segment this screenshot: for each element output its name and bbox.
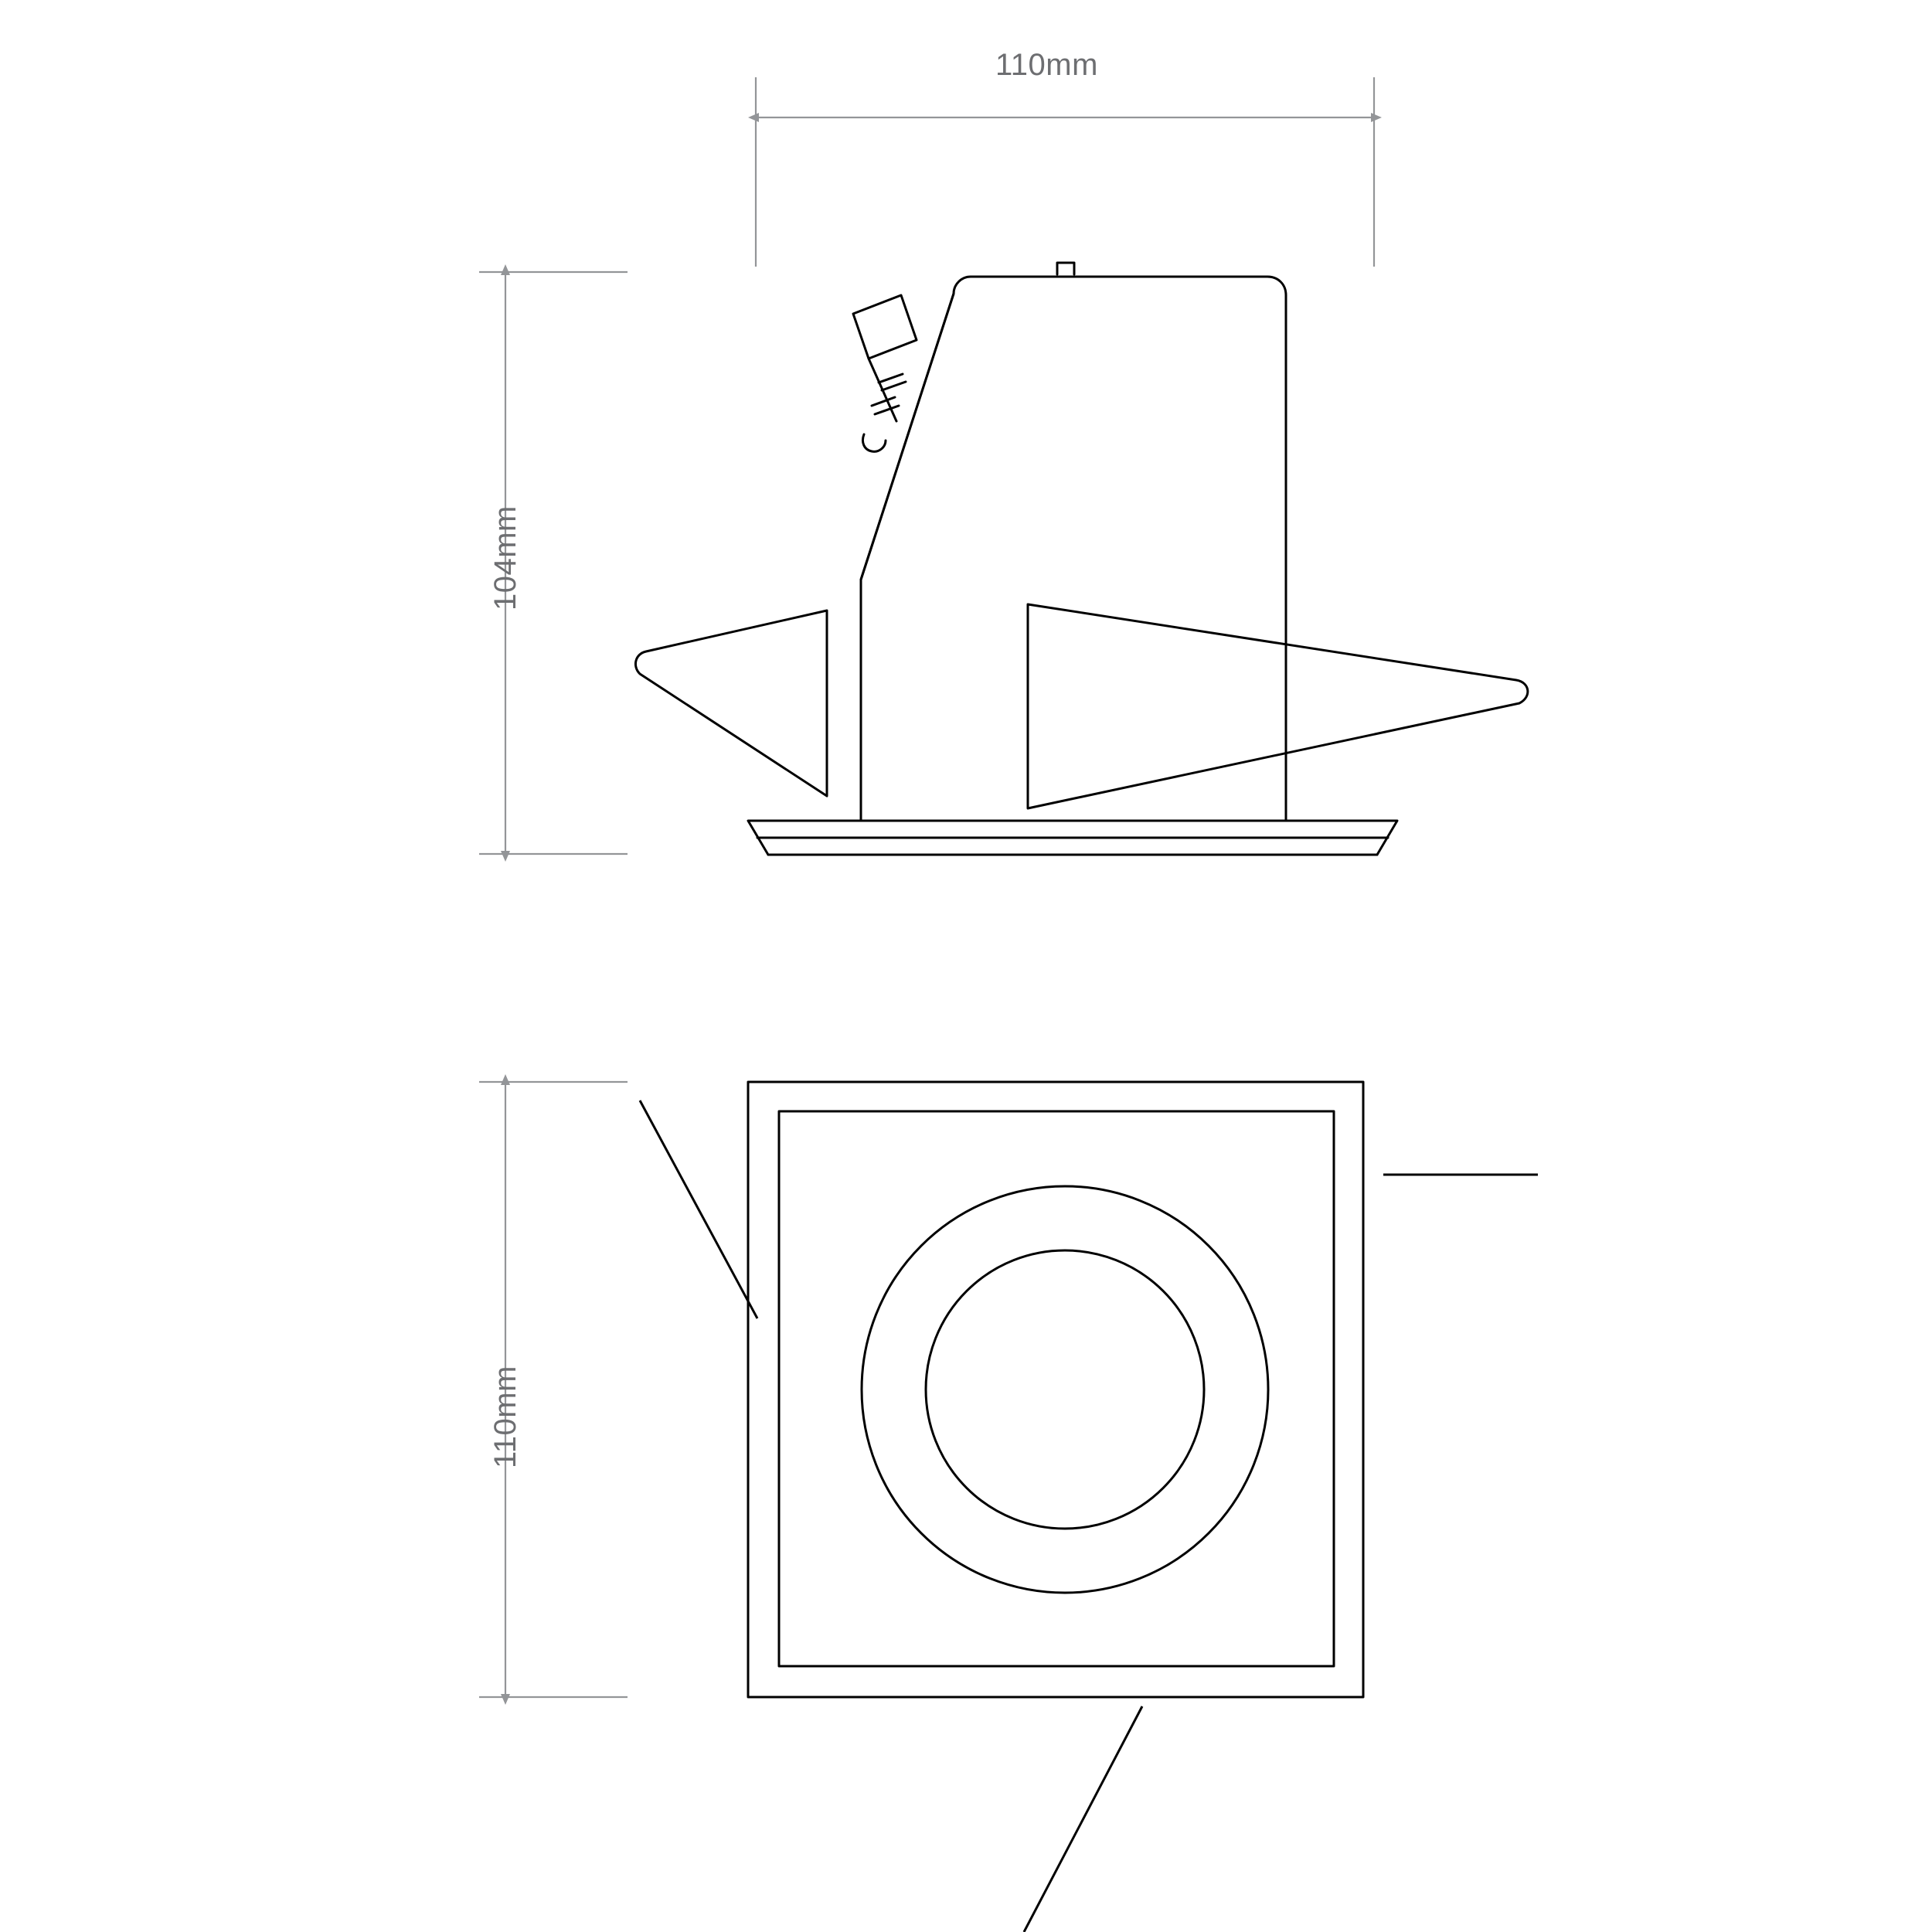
plan-view: [479, 1082, 1538, 1932]
connector-detail-3: [872, 397, 895, 406]
leader-lines: [640, 1100, 1538, 1932]
dimension-label-height: 104mm: [488, 505, 522, 611]
leader-line-bottom: [1024, 1706, 1142, 1932]
leader-line-upper-left: [640, 1100, 757, 1318]
outer-ring: [862, 1186, 1268, 1593]
connector-block: [853, 295, 917, 359]
inner-ring: [926, 1250, 1204, 1529]
connector-tip: [862, 434, 886, 451]
dimension-width-top: [756, 77, 1374, 267]
housing-front-edge: [861, 294, 954, 580]
dimension-label-width-top: 110mm: [995, 48, 1098, 82]
connector-detail-2: [882, 382, 906, 390]
fixture-plan-geometry: [748, 1082, 1363, 1697]
connector-detail-4: [875, 406, 899, 414]
top-nub: [1057, 263, 1074, 274]
connector-detail-1: [879, 374, 903, 383]
spring-clip-left: [635, 611, 827, 796]
outer-square-bezel: [748, 1082, 1363, 1697]
fixture-side-profile: [635, 263, 1527, 855]
side-elevation-view: [479, 77, 1528, 855]
spring-clip-right: [1028, 604, 1528, 808]
dimension-label-width-plan: 110mm: [488, 1366, 522, 1468]
housing-outline: [861, 277, 1286, 821]
